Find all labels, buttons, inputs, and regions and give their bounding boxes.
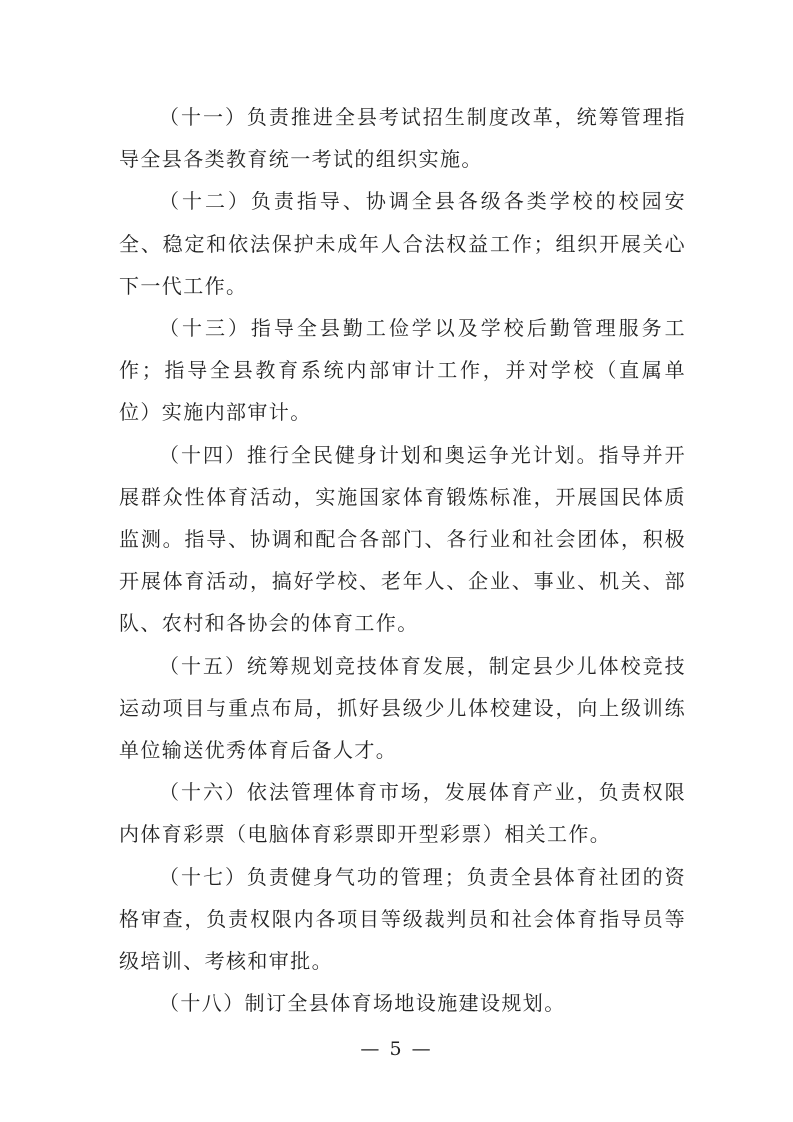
paragraph-18: （十八）制订全县体育场地设施建设规划。	[159, 991, 566, 1016]
paragraph-16: （十六）依法管理体育市场，发展体育产业，负责权限内体育彩票（电脑体育彩票即开型彩票）相关工作。	[119, 780, 686, 847]
paragraph-17: （十七）负责健身气功的管理；负责全县体育社团的资格审查，负责权限内各项目等级裁判员和社会体育指导员等级培训、考核和审批。	[119, 864, 686, 974]
paragraph-11: （十一）负责推进全县考试招生制度改革，统筹管理指导全县各类教育统一考试的组织实施。	[119, 105, 686, 172]
paragraph-14: （十四）推行全民健身计划和奥运争光计划。指导并开展群众性体育活动，实施国家体育锻炼标准，开展国民体质监测。指导、协调和配合各部门、各行业和社会团体，积极开展体育活动，搞好学校、老年人、企业、事业、机关、部队、农村和各协会的体育工作。	[119, 442, 686, 636]
page-number: — 5 —	[360, 1038, 433, 1060]
paragraph-12: （十二）负责指导、协调全县各级各类学校的校园安全、稳定和依法保护未成年人合法权益工作；组织开展关心下一代工作。	[119, 189, 686, 298]
document-body	[119, 96, 686, 1024]
paragraph-15: （十五）统筹规划竞技体育发展，制定县少儿体校竞技运动项目与重点布局，抓好县级少儿体校建设，向上级训练单位输送优秀体育后备人才。	[119, 653, 686, 763]
paragraph-13: （十三）指导全县勤工俭学以及学校后勤管理服务工作；指导全县教育系统内部审计工作，并对学校（直属单位）实施内部审计。	[119, 316, 686, 425]
